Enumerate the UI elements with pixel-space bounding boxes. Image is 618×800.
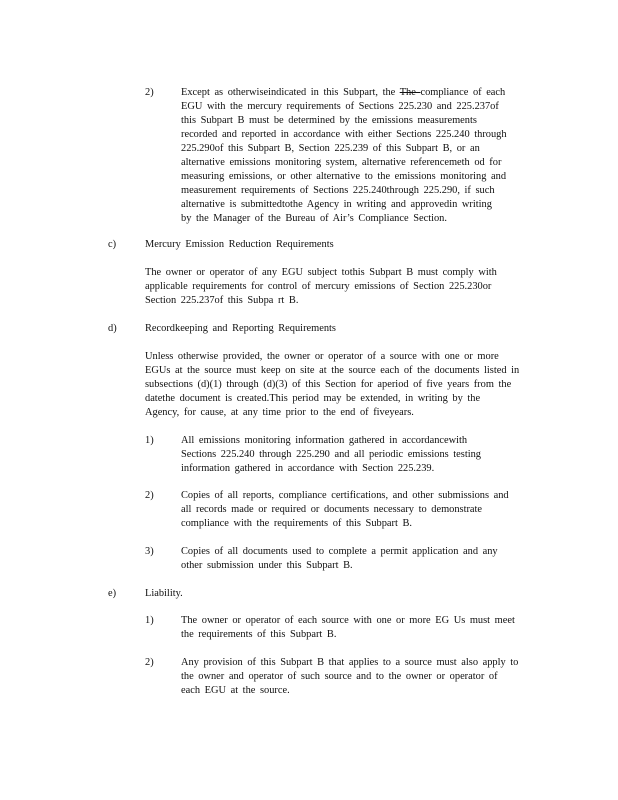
section-letter: c): [108, 239, 117, 250]
paragraph-line: Copies of all documents used to complete a permit application and any: [181, 546, 498, 557]
item-number: 1): [145, 435, 154, 446]
paragraph-line: Section 225.237of this Subpa rt B.: [145, 295, 299, 306]
list-item: [181, 545, 498, 573]
paragraph-line: alternative emissions monitoring system, alternative referencemeth od for: [181, 157, 502, 168]
list-item: [181, 656, 518, 698]
item-number: 3): [145, 546, 154, 557]
paragraph-line: information gathered in accordance with Section 225.239.: [181, 463, 435, 474]
paragraph-line: EGU with the mercury requirements of Sections 225.230 and 225.237of: [181, 101, 499, 112]
paragraph-line: The owner or operator of each source with one or more EG Us must meet: [181, 615, 515, 626]
paragraph-line: Except as otherwiseindicated in this Subpart, the The compliance of each: [181, 87, 506, 98]
list-item: [181, 434, 481, 476]
item-number: 2): [145, 657, 154, 668]
paragraph-line: applicable requirements for control of mercury emissions of Section 225.230or: [145, 281, 492, 292]
paragraph-line: Agency, for cause, at any time prior to the end of fiveyears.: [145, 407, 414, 418]
item-2-paragraph: [181, 86, 507, 226]
paragraph-line: datethe document is created.This period may be extended, in writing by the: [145, 393, 481, 404]
paragraph-line: compliance with the requirements of this Subpart B.: [181, 518, 413, 529]
item-number: 2): [145, 87, 154, 98]
paragraph-line: other submission under this Subpart B.: [181, 560, 353, 571]
paragraph-line: subsections (d)(1) through (d)(3) of this Section for aperiod of five years from the: [145, 379, 512, 390]
paragraph-line: by the Manager of the Bureau of Air’s Compliance Section.: [181, 213, 447, 224]
section-c-paragraph: [145, 266, 497, 308]
paragraph-line: All emissions monitoring information gathered in accordancewith: [181, 435, 468, 446]
section-heading: Recordkeeping and Reporting Requirements: [145, 323, 336, 334]
paragraph-line: Any provision of this Subpart B that applies to a source must also apply to: [181, 657, 519, 668]
paragraph-line: this Subpart B must be determined by the emissions measurements: [181, 115, 477, 126]
paragraph-line: The owner or operator of any EGU subject tothis Subpart B must comply with: [145, 267, 497, 278]
paragraph-line: the requirements of this Subpart B.: [181, 629, 337, 640]
paragraph-line: measuring emissions, or other alternative to the emissions monitoring and: [181, 171, 507, 182]
section-d-paragraph: [145, 350, 519, 420]
paragraph-line: Sections 225.240 through 225.290 and all periodic emissions testing: [181, 449, 481, 460]
paragraph-line: Unless otherwise provided, the owner or operator of a source with one or more: [145, 351, 499, 362]
paragraph-line: 225.290of this Subpart B, Section 225.239 of this Subpart B, or an: [181, 143, 480, 154]
paragraph-line: Copies of all reports, compliance certifications, and other submissions and: [181, 490, 509, 501]
section-letter: e): [108, 588, 117, 599]
paragraph-line: all records made or required or documents necessary to demonstrate: [181, 504, 483, 515]
list-item: [181, 614, 515, 642]
section-heading: Mercury Emission Reduction Requirements: [145, 239, 334, 250]
paragraph-line: alternative is submittedtothe Agency in writing and approvedin writing: [181, 199, 492, 210]
list-item: [181, 489, 509, 531]
section-heading: Liability.: [145, 588, 183, 599]
section-letter: d): [108, 323, 117, 334]
paragraph-line: the owner and operator of such source and to the owner or operator of: [181, 671, 498, 682]
item-number: 2): [145, 490, 154, 501]
paragraph-line: each EGU at the source.: [181, 685, 290, 696]
paragraph-line: measurement requirements of Sections 225.240through 225.290, if such: [181, 185, 495, 196]
paragraph-line: EGUs at the source must keep on site at the source each of the documents listed in: [145, 365, 520, 376]
paragraph-line: recorded and reported in accordance with either Sections 225.240 through: [181, 129, 507, 140]
item-number: 1): [145, 615, 154, 626]
